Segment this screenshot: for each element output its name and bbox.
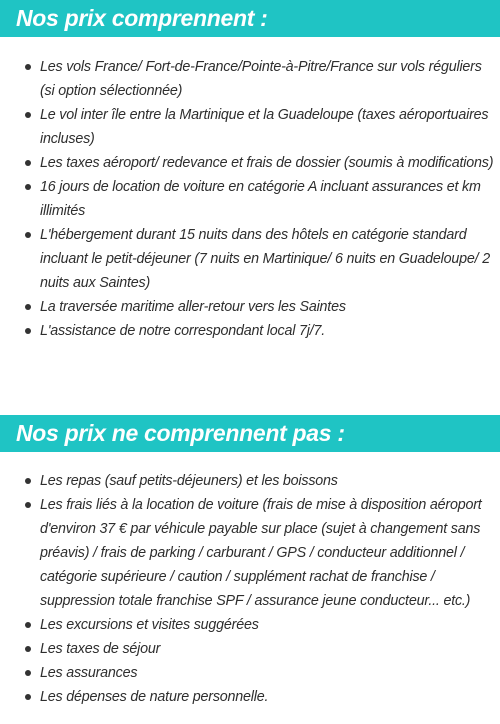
included-list (0, 55, 500, 343)
included-section (0, 0, 500, 343)
list-item-text: L'hébergement durant 15 nuits dans des hôtels en catégorie standard incluant le petit-déjeuner (7 nuits en Martinique/ 6 nuits en Guadeloupe/ 2 nuits aux Saintes) (40, 227, 490, 291)
included-header (0, 0, 500, 37)
list-item-text: Les dépenses de nature personnelle. (40, 689, 269, 705)
bullet-icon (25, 304, 31, 310)
bullet-icon (25, 112, 31, 118)
list-item (40, 469, 496, 493)
bullet-icon (25, 670, 31, 676)
included-title: Nos prix comprennent : (16, 5, 268, 31)
list-item-text: Les frais liés à la location de voiture (frais de mise à disposition aéroport d'environ 37 € par véhicule payable sur place (sujet à changement sans préavis) / frais de parking / carburant / GPS / conducteur additionnel / catégorie supérieure / caution / supplément rachat de franchise / suppression totale franchise SPF / assurance jeune conducteur... etc.) (40, 497, 482, 609)
list-item (40, 613, 496, 637)
list-item (40, 685, 496, 709)
list-item (40, 661, 496, 685)
list-item-text: Les vols France/ Fort-de-France/Pointe-à-Pitre/France sur vols réguliers (si option sélectionnée) (40, 59, 482, 99)
excluded-section (0, 415, 500, 709)
list-item (40, 151, 496, 175)
bullet-icon (25, 328, 31, 334)
list-item (40, 637, 496, 661)
bullet-icon (25, 64, 31, 70)
bullet-icon (25, 646, 31, 652)
list-item (40, 223, 496, 295)
bullet-icon (25, 160, 31, 166)
list-item-text: Le vol inter île entre la Martinique et la Guadeloupe (taxes aéroportuaires incluses) (40, 107, 489, 147)
list-item-text: La traversée maritime aller-retour vers les Saintes (40, 299, 346, 315)
bullet-icon (25, 232, 31, 238)
bullet-icon (25, 478, 31, 484)
list-item (40, 175, 496, 223)
bullet-icon (25, 502, 31, 508)
bullet-icon (25, 184, 31, 190)
list-item-text: Les assurances (40, 665, 138, 681)
list-item-text: Les taxes aéroport/ redevance et frais de dossier (soumis à modifications) (40, 155, 494, 171)
list-item (40, 319, 496, 343)
list-item (40, 493, 496, 613)
list-item (40, 55, 496, 103)
list-item-text: Les repas (sauf petits-déjeuners) et les boissons (40, 473, 338, 489)
list-item-text: L'assistance de notre correspondant local 7j/7. (40, 323, 326, 339)
list-item-text: Les excursions et visites suggérées (40, 617, 259, 633)
list-item (40, 295, 496, 319)
list-item (40, 103, 496, 151)
bullet-icon (25, 622, 31, 628)
list-item-text: Les taxes de séjour (40, 641, 161, 657)
bullet-icon (25, 694, 31, 700)
list-item-text: 16 jours de location de voiture en catégorie A incluant assurances et km illimités (40, 179, 481, 219)
excluded-header (0, 415, 500, 452)
excluded-list (0, 469, 500, 709)
excluded-title: Nos prix ne comprennent pas : (16, 420, 345, 446)
